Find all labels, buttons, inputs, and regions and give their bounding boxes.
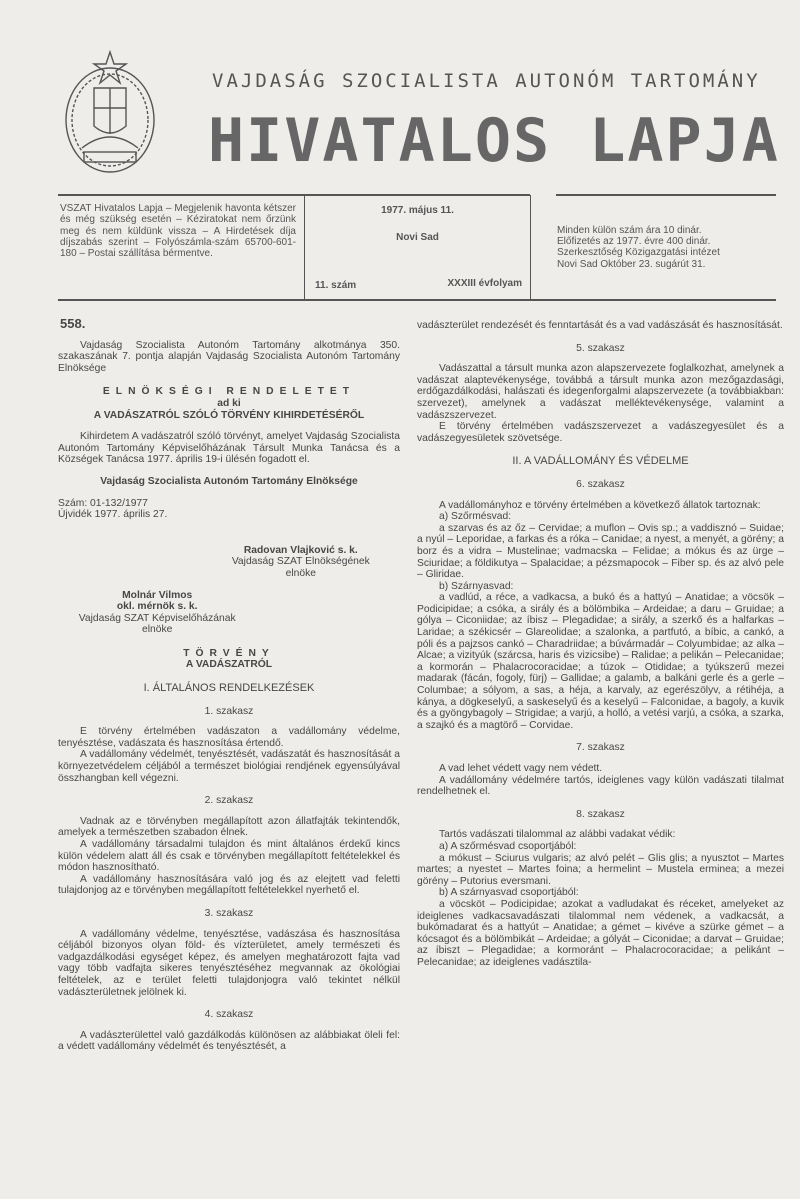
spacer [58, 521, 400, 531]
publication-title: HIVATALOS LAPJA [208, 106, 780, 176]
section-heading: 5. szakasz [576, 342, 625, 354]
signature-line: elnöke [285, 567, 316, 579]
paragraph: vadászterület rendezését és fenntartását és a vad vadászását és hasznosítását. [417, 320, 783, 331]
paragraph: a) A szőrmésvad csoportjából: [439, 840, 577, 852]
paragraph: A vadállomány védelmére tartós, ideiglenes vagy külön vadászati tilalmat rendelhetnek el. [417, 774, 784, 798]
paragraph: Vajdaság Szocialista Autonóm Tartomány alkotmánya 350. szakaszának 7. pontja alapján Vajdaság Szocialista Autonóm Tartomány Elnöksége [58, 339, 400, 374]
spaced-heading: ELNÖKSÉGI RENDELETET [102, 386, 356, 398]
bold-heading: A VADÁSZATRÓL SZÓLÓ TÖRVÉNY KIHIRDETÉSÉRŐL [93, 409, 365, 421]
info-top-rule-right [556, 194, 776, 196]
right-text-column [417, 320, 784, 969]
signature-line: elnöke [142, 624, 173, 636]
issue-number: 11. szám [315, 280, 357, 291]
signature-line: Molnár Vilmos [122, 589, 193, 601]
paragraph: a vadlúd, a réce, a vadkacsa, a bukó és a hattyú – Anatidae; a vöcsök – Podicipidae; a csóka, a sirály és a bölömbika – Ardeidae; a daru – Gruidae; a gólya – Ciconiidae; az íbisz – Plegadidae; a sirály, a szerkő és a halfarkas – Laridae; a székicsér – Glareolidae; a szalonka, a partfutó, a bíbic, a cankó, a póli és a pajzsos cankó – Charadriidae; a búvármadár – Colyumbidae; az alka – Alcae; a vizityúk (szárcsa, haris és vizicsibe) – Ralidae; a pelikán – Pelecanidae; a kormorán – Phalacrocoracidae; a túzok – Otididae; a tyúkszerű mezei madarak (fácán, fogoly, fürj) – Gallidae; a galamb, a balkáni gerle és a gerle – Columbae; a sólyom, a sas, a héja, a karvaly, az egerészölyv, a rétihéja, a kánya, a dögkeselyű, a saskeselyű és a keselyű – Falconidae, a bagoly, a kuvik és a gyöngybagoly – Strigidae; a varjú, a holló, a vetési varjú, a csóka, a szarka, a szajkó és a magtörő – Corvidae. [417, 592, 784, 731]
signature-line: Radovan Vlajković s. k. [243, 544, 358, 556]
paragraph: A vad lehet védett vagy nem védett. [439, 763, 603, 774]
paragraph: A vadállomány védelme, tenyésztése, vadászása és hasznosítása céljából bizonyos olyan föld- és vízterületet, amely természeti és vadgazdálkodási egységet képez, és amelyen meghatározott fajta vad vagy több vadfajta sikeres tenyésztéséhez megvannak az ökológiai feltételek, az e terület feletti tulajdonjogra való tekintet nélkül vadászterületnek jelölnek ki. [58, 928, 400, 998]
paragraph: Vadászattal a társult munka azon alapszervezete foglalkozhat, amelynek a vadászat alaptevékenysége, továbbá a társult munka azon mezőgazdasági, erdőgazdálkodási, halászati és idegenforgalmi alapszervezete (a továbbiakban: szervezet), amelynek a vadászat melléktevékenysége, valamint a vadászszervezet. [417, 363, 784, 421]
section-heading: 7. szakasz [576, 742, 625, 754]
document-number: 558. [60, 316, 86, 331]
coat-of-arms-emblem [60, 48, 160, 178]
spacer [58, 466, 400, 476]
paragraph: A vadállomány hasznosítására való jog és az elejtett vad feletti tulajdonjog az e törvényben megállapított feltételekkel nyerhető el. [58, 873, 400, 897]
paragraph: a vöcsköt – Podicipidae; azokat a vadludakat és réceket, amelyeket az ideiglenes vadkacsavadászati tilalommal nem védenek, a vadkacsát, a bukómadarat és a hattyút – Anatidae; a gémet – kivéve a szürke gémet – a kócsagot és a bölömbikát – Ardeidae; a gólyát – Ciconidae; a darvat – Gruidae; az íbiszt – Plegadidae; a kormoránt – Phalacrocoracidae; a pelikánt – Pelecanidae; az ideiglenes vadásztila- [417, 898, 784, 968]
text-line: Újvidék 1977. április 27. [58, 509, 168, 521]
paragraph: A vadállomány társadalmi tulajdon és mint általános érdekű kincs külön védelem alatt áll és csak e törvényben megállapított feltételekkel és módon hasznosítható. [58, 839, 400, 874]
signature-line: Vajdaság SZAT Elnökségének [231, 556, 370, 568]
paragraph: b) Szárnyasvad: [439, 580, 514, 592]
bold-heading: ad ki [217, 397, 241, 409]
section-heading: 1. szakasz [204, 705, 254, 717]
paragraph: a szarvas és az őz – Cervidae; a muflon – Ovis sp.; a vaddisznó – Suidae; a nyúl – Leporidae, a farkas és a róka – Canidae; a nyest, a menyét, a görény; a borz és a vidra – Mustelinae; vadmacska – Felidae; a mókus és az ürge – Sciuridae; a földikutya – Spalacidae; a pézsmapocok – Fiber sp. és az alvó pele – Gliridae. [417, 522, 784, 581]
publication-subtitle: VAJDASÁG SZOCIALISTA AUTONÓM TARTOMÁNY [212, 70, 761, 92]
text-line: Szám: 01-132/1977 [58, 497, 148, 509]
info-divider-2 [530, 195, 531, 300]
spaced-heading: TÖRVÉNY [183, 647, 275, 659]
left-text-column [58, 318, 400, 1053]
paragraph: a) Szőrmésvad: [439, 511, 512, 523]
signature-block [202, 545, 400, 580]
chapter-heading: II. A VADÁLLOMÁNY ÉS VÉDELME [512, 455, 689, 468]
bold-heading: Vajdaság Szocialista Autonóm Tartomány Elnöksége [100, 475, 358, 487]
issue-date: 1977. május 11. [381, 205, 454, 216]
info-bottom-rule [58, 299, 776, 301]
paragraph: E törvény értelmében vadászaton a vadállomány védelme, tenyésztése, vadászata és hasznosítása értendő. [58, 726, 400, 749]
paragraph: a mókust – Sciurus vulgaris; az alvó pelét – Glis glis; a nyusztot – Martes martes; a nyestet – Martes foina; a hermelint – Mustela erminea; a mezei görény – Putorius eversmani. [417, 852, 784, 887]
price-info [557, 225, 782, 270]
issue-volume: XXXIII évfolyam [447, 278, 522, 289]
paragraph: Vadnak az e törvényben megállapított azon állatfajták tekintendők, amelyek a természetben szabadon élnek. [58, 815, 400, 839]
signature-line: Vajdaság SZAT Képviselőházának [78, 612, 236, 624]
spacer [58, 421, 400, 431]
section-heading: 6. szakasz [576, 478, 625, 490]
section-heading: 3. szakasz [204, 907, 254, 919]
paragraph: Tartós vadászati tilalommal az alábbi vadakat védik: [439, 829, 676, 841]
issue-info [305, 195, 530, 299]
paragraph: A vadállományhoz e törvény értelmében a következő állatok tartoznak: [439, 499, 761, 511]
bold-heading: A VADÁSZATRÓL [185, 659, 273, 671]
issue-city: Novi Sad [396, 232, 439, 243]
paragraph: Kihirdetem A vadászatról szóló törvényt, amelyet Vajdaság Szocialista Autonóm Tartomány Képviselőházának Társult Munka Tanácsa és a Községek Tanácsa 1977. április 19-i ülésén fogadott el. [58, 431, 400, 466]
spacer [58, 488, 400, 498]
paragraph: E törvény értelmében vadászszervezet a vadászegyesület és a vadászegyesületek szövetsége. [417, 421, 784, 444]
publication-notice: VSZAT Hivatalos Lapja – Megjelenik havonta kétszer és még szükség esetén – Kéziratokat nem őrzünk meg és nem küldünk vissza – A Hirdetések díja díjszabás szerint – Folyószámla-szám 65700-601-180 – Postai szállítása bérmentve. [60, 203, 296, 260]
price-line: Előfizetés az 1977. évre 400 dinár. [557, 236, 711, 248]
section-heading: 8. szakasz [576, 808, 625, 820]
paragraph: b) A szárnyasvad csoportjából: [439, 887, 579, 899]
price-line: Szerkesztőség Közigazgatási intézet [557, 247, 720, 259]
paragraph: A vadászterülettel való gazdálkodás különösen az alábbiakat öleli fel: a védett vadállomány védelmét és tenyésztését, a [58, 1029, 400, 1053]
price-line: Novi Sad Október 23. sugárút 31. [557, 258, 706, 270]
section-heading: 2. szakasz [204, 795, 254, 807]
price-line: Minden külön szám ára 10 dinár. [557, 225, 702, 236]
paragraph: A vadállomány védelmét, tenyésztését, vadászatát és hasznosítását a környezetvédelem céljából a természet biológiai rendjének egyensúlyával összhangban kell végezni. [58, 749, 400, 784]
section-heading: 4. szakasz [204, 1009, 254, 1021]
signature-block [58, 590, 256, 636]
signature-line: okl. mérnök s. k. [116, 601, 198, 613]
chapter-heading: I. ÁLTALÁNOS RENDELKEZÉSEK [143, 682, 315, 695]
